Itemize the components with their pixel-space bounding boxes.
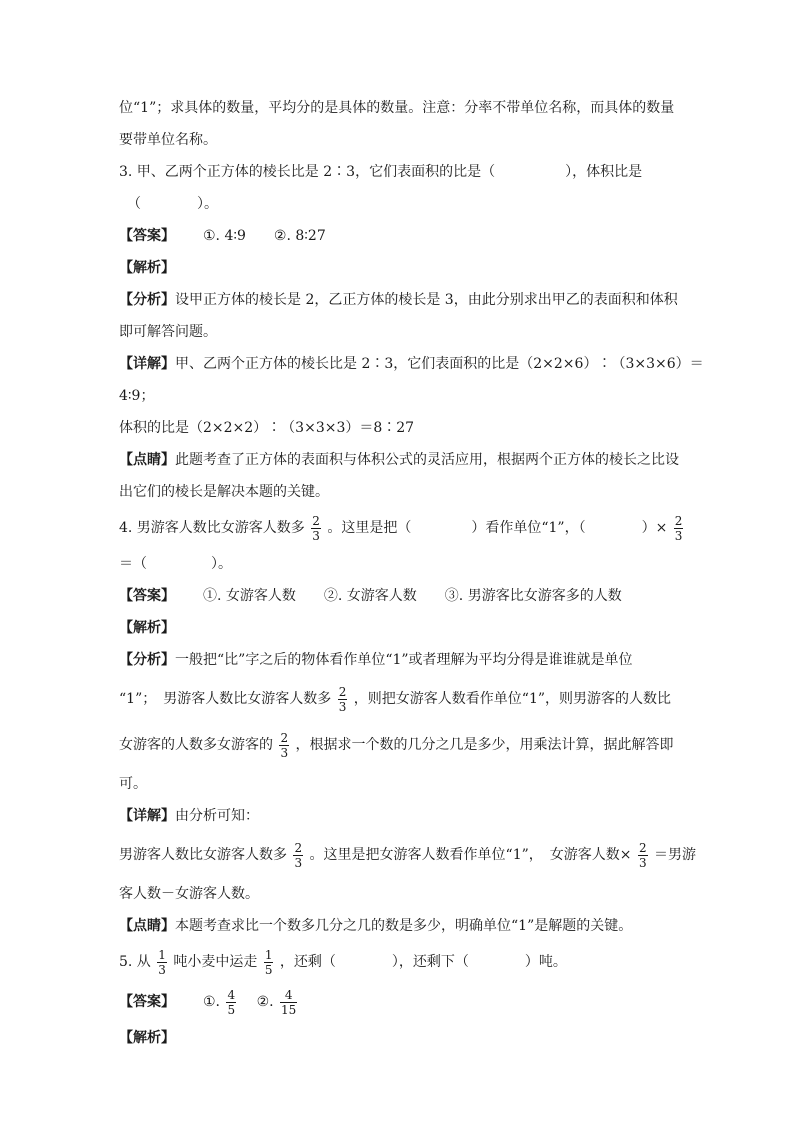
text-line: 要带单位名称。 (119, 132, 217, 148)
text-line: 4∶9； (119, 388, 155, 404)
analysis-heading: 【解析】 (119, 1030, 175, 1046)
question-4-blank: ＝（ ）。 (119, 556, 232, 572)
text-line: 男游客人数比女游客人数多 $\frac{2}{3}$ 。这里是把女游客人数看作单位“1”， 女游客人数× $\frac{2}{3}$ ＝男游 (119, 840, 697, 870)
text-line: 客人数－女游客人数。 (119, 886, 259, 902)
text-line: 可。 (119, 776, 147, 792)
fraction: $\frac{2}{3}$ (294, 840, 303, 870)
question-3: 3. 甲、乙两个正方体的棱长比是 2∶3，它们表面积的比是（ ），体积比是 (119, 164, 643, 180)
fraction: $\frac{2}{3}$ (338, 684, 347, 714)
text-line: 体积的比是（2×2×2）∶（3×3×3）＝8∶27 (119, 420, 415, 436)
fraction: $\frac{1}{5}$ (264, 947, 273, 977)
analysis-heading: 【解析】 (119, 620, 175, 636)
answer-line: 【答案】 ①. 女游客人数 ②. 女游客人数 ③. 男游客比女游客多的人数 (119, 588, 622, 604)
fraction: $\frac{1}{3}$ (158, 947, 166, 977)
answer-line: 【答案】 ①. $\frac{4}{5}$ ②. $\frac{4}{15}$ (119, 987, 297, 1017)
answer-line: 【答案】 ①. 4∶9 ②. 8∶27 (119, 228, 326, 244)
text-line: “1”； 男游客人数比女游客人数多 $\frac{2}{3}$ ，则把女游客人数看作单位“1”，则男游客的人数比 (119, 684, 672, 714)
text-line: 女游客的人数多女游客的 $\frac{2}{3}$ ，根据求一个数的几分之几是多少，用乘法计算，据此解答即 (119, 730, 674, 760)
answer-tag: 【答案】 (119, 228, 175, 244)
question-4: 4. 男游客人数比女游客人数多 $\frac{2}{3}$ 。这里是把（ ）看作单位“1”，（ ）× $\frac{2}{3}$ (119, 513, 683, 543)
answer-tag: 【答案】 (119, 994, 175, 1010)
fraction: $\frac{4}{5}$ (227, 987, 236, 1017)
document-body (119, 92, 704, 1054)
fraction: $\frac{2}{3}$ (674, 513, 683, 543)
dianjing-line: 【点睛】此题考查了正方体的表面积与体积公式的灵活应用，根据两个正方体的棱长之比设 (119, 452, 679, 468)
fraction: $\frac{2}{3}$ (280, 730, 289, 760)
answer-tag: 【答案】 (119, 588, 175, 604)
fraction: $\frac{2}{3}$ (312, 513, 320, 543)
fraction: $\frac{4}{15}$ (281, 987, 297, 1017)
question-5: 5. 从 $\frac{1}{3}$ 吨小麦中运走 $\frac{1}{5}$ ，还剩（ ），还剩下（ ）吨。 (119, 947, 567, 977)
xiangjie-line: 【详解】由分析可知： (119, 808, 259, 824)
analysis-heading: 【解析】 (119, 260, 175, 276)
text-line: 位“1”；求具体的数量，平均分的是具体的数量。注意：分率不带单位名称，而具体的数量 (119, 100, 675, 116)
xiangjie-line: 【详解】甲、乙两个正方体的棱长比是 2∶3，它们表面积的比是（2×2×6）∶（3×3×6）＝ (119, 356, 704, 372)
fenxi-line: 【分析】设甲正方体的棱长是 2，乙正方体的棱长是 3，由此分别求出甲乙的表面积和体积 (119, 292, 678, 308)
fenxi-line: 【分析】一般把“比”字之后的物体看作单位“1”或者理解为平均分得是谁谁就是单位 (119, 652, 633, 668)
question-3-blank: （ ）。 (127, 196, 218, 212)
text-line: 即可解答问题。 (119, 324, 217, 340)
fraction: $\frac{2}{3}$ (638, 840, 647, 870)
text-line: 出它们的棱长是解决本题的关键。 (119, 484, 329, 500)
dianjing-line: 【点睛】本题考查求比一个数多几分之几的数是多少，明确单位“1”是解题的关键。 (119, 918, 633, 934)
